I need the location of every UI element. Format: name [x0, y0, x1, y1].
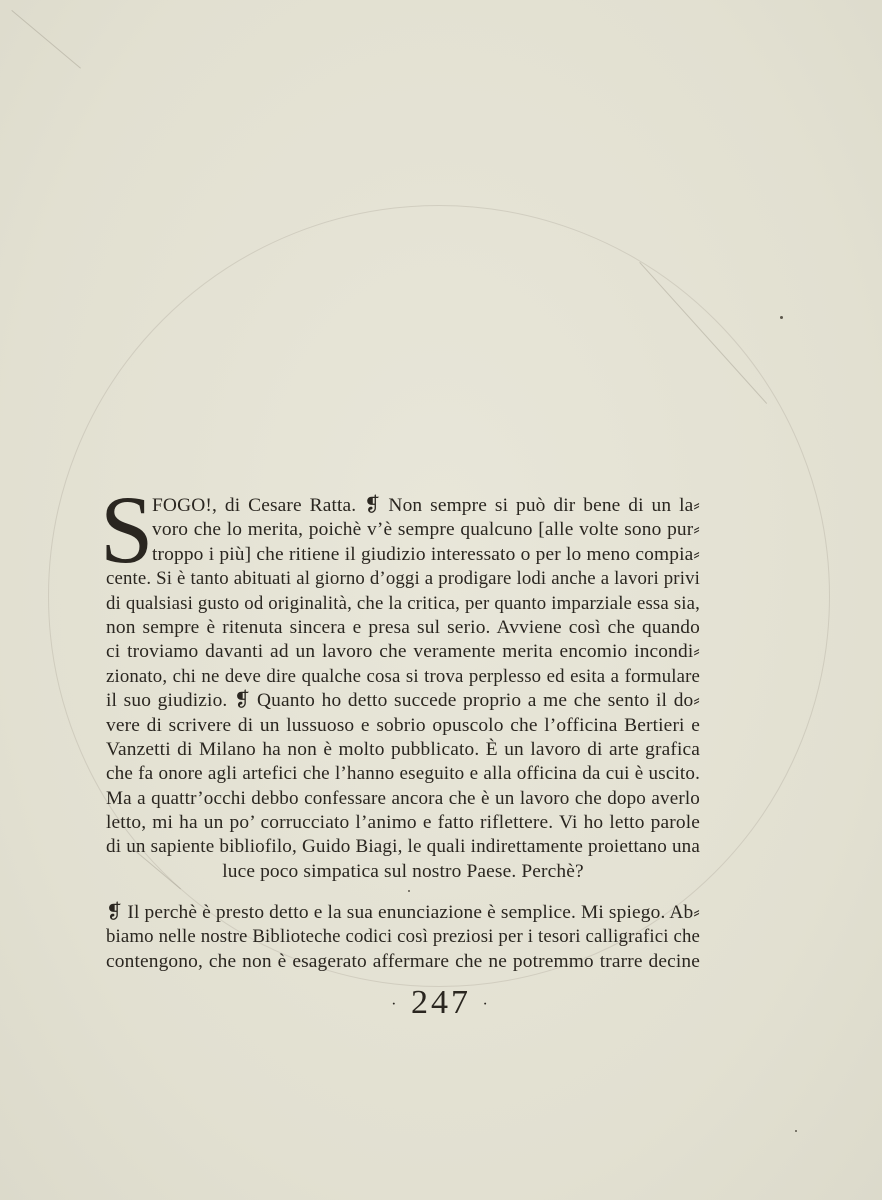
paragraph-2 — [106, 901, 700, 974]
text-line: Ma a quattr’occhi debbo confessare ancora che è un lavoro che dopo averlo — [106, 787, 700, 809]
text-line: Vanzetti di Milano ha non è molto pubblicato. È un lavoro di arte grafica — [106, 738, 700, 760]
text-line: troppo i più] che ritiene il giudizio interessato o per lo meno compia⸗ — [152, 543, 700, 565]
page-number — [0, 984, 882, 1022]
paper-speck — [408, 890, 410, 892]
text-line: biamo nelle nostre Biblioteche codici così preziosi per i tesori calligrafici che — [106, 926, 700, 948]
text-line: non sempre è ritenuta sincera e presa sul serio. Avviene così che quando — [106, 616, 700, 638]
text-line: letto, mi ha un po’ corrucciato l’animo e fatto riflettere. Vi ho letto parole — [106, 812, 700, 834]
text-line-last: luce poco simpatica sul nostro Paese. Perchè? — [222, 860, 584, 882]
text-line: zionato, chi ne deve dire qualche cosa si trova perplesso ed esita a formulare — [106, 665, 700, 687]
ornament-dot-right: · — [482, 996, 491, 1014]
page-number-value: 247 — [411, 984, 471, 1021]
text-line: voro che lo merita, poichè v’è sempre qualcuno [alle volte sono pur⸗ — [152, 519, 700, 541]
text-line: cente. Si è tanto abituati al giorno d’oggi a prodigare lodi anche a lavori privi — [106, 568, 700, 590]
show-through-line — [11, 10, 81, 69]
text-line: di qualsiasi gusto od originalità, che la critica, per quanto imparziale essa sia, — [106, 592, 700, 614]
drop-cap: S — [100, 476, 154, 583]
text-line: il suo giudizio. ❡ Quanto ho detto succede proprio a me che sento il do⸗ — [106, 690, 700, 712]
paragraph-1 — [106, 494, 700, 884]
paper-speck — [795, 1130, 797, 1132]
text-line: FOGO!, di Cesare Ratta. ❡ Non sempre si può dir bene di un la⸗ — [152, 495, 700, 516]
text-line: che fa onore agli artefici che l’hanno eseguito e alla officina da cui è uscito. — [106, 763, 700, 785]
text-line: vere di scrivere di un lussuoso e sobrio opuscolo che l’officina Bertieri e — [106, 714, 700, 736]
paper-speck — [780, 316, 783, 319]
text-line: ❡ Il perchè è presto detto e la sua enunciazione è semplice. Mi spiego. Ab⸗ — [106, 902, 700, 923]
text-line: ci troviamo davanti ad un lavoro che veramente merita encomio incondi⸗ — [106, 641, 700, 663]
text-line: di un sapiente bibliofilo, Guido Biagi, le quali indirettamente proiettano una — [106, 836, 700, 858]
text-line: contengono, che non è esagerato affermare che ne potremmo trarre decine — [106, 950, 700, 972]
ornament-dot-left: · — [391, 996, 400, 1014]
